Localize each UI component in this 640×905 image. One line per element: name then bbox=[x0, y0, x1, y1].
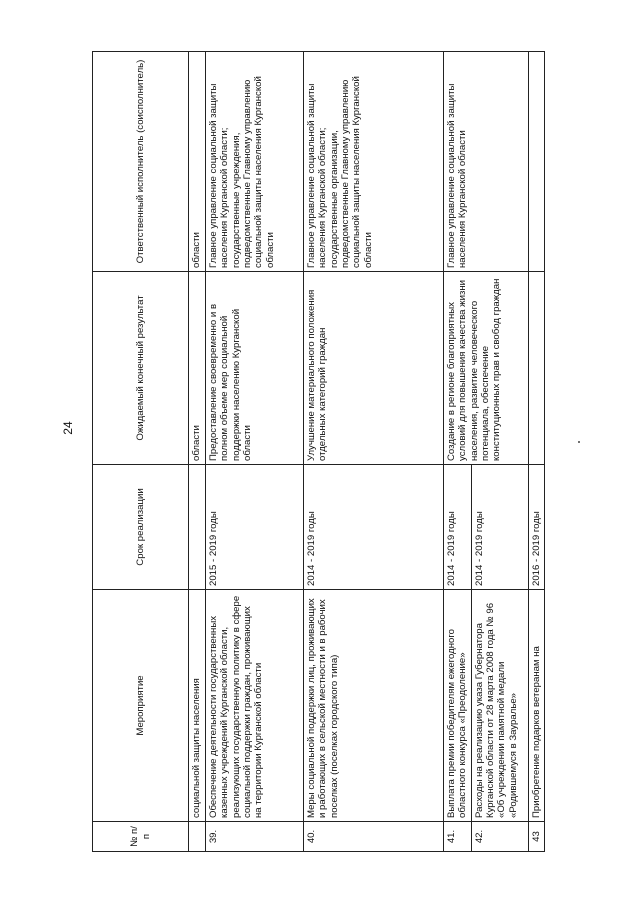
cell-num: 42. bbox=[471, 822, 528, 852]
cell-num: 41. bbox=[444, 822, 472, 852]
cell-responsible: Главное управление социальной защиты населения Курганской области bbox=[444, 52, 529, 272]
cell-result: Предоставление своевременно и в полном объеме мер социальной поддержки населению Курганской области bbox=[206, 272, 304, 465]
cell-term: 2016 - 2019 годы bbox=[528, 465, 544, 590]
cell-term: 2014 - 2019 годы bbox=[444, 465, 472, 590]
header-responsible: Ответственный исполнитель (соисполнитель) bbox=[93, 52, 189, 272]
cell-term: 2014 - 2019 годы bbox=[471, 465, 528, 590]
cell-activity: Приобретение подарков ветеранам на bbox=[528, 590, 544, 822]
header-num: № п/п bbox=[93, 822, 189, 852]
cell-responsible: Главное управление социальной защиты населения Курганской области; государственные учреждения, подведомственные Главному управлению социальной защиты населения Курганской области bbox=[206, 52, 304, 272]
cell-num: 39. bbox=[206, 822, 304, 852]
table-row bbox=[444, 52, 472, 852]
header-result: Ожидаемый конечный результат bbox=[93, 272, 189, 465]
page-number-text: 24 bbox=[61, 421, 75, 435]
rotated-table-page bbox=[92, 52, 542, 852]
table-row bbox=[528, 52, 544, 852]
header-activity: Мероприятие bbox=[93, 590, 189, 822]
cell-responsible bbox=[528, 52, 544, 272]
table-row bbox=[304, 52, 444, 852]
table-header-row bbox=[93, 52, 189, 852]
table-row-continuation bbox=[189, 52, 206, 852]
cell-result: Создание в регионе благоприятных условий для повышения качества жизни населения, развитие человеческого потенциала, обеспечение конституционных прав и свобод граждан bbox=[444, 272, 529, 465]
cell-term: 2014 - 2019 годы bbox=[304, 465, 444, 590]
cell-num: 43 bbox=[528, 822, 544, 852]
cell-responsible: области bbox=[189, 52, 206, 272]
cell-num bbox=[189, 822, 206, 852]
cell-result: области bbox=[189, 272, 206, 465]
cell-activity: Выплата премии победителям ежегодного областного конкурса «Преодоление» bbox=[444, 590, 472, 822]
cell-term: 2015 - 2019 годы bbox=[206, 465, 304, 590]
program-activities-table bbox=[92, 51, 545, 852]
cell-activity: Расходы на реализацию указа Губернатора Курганской области от 28 марта 2008 года № 96 «Об учреждении памятной медали «Родившемуся в Зауралье» bbox=[471, 590, 528, 822]
header-term: Срок реализации bbox=[93, 465, 189, 590]
cell-result bbox=[528, 272, 544, 465]
cell-activity: Обеспечение деятельности государственных казенных учреждений Курганской области, реализующих государственную политику в сфере социальной поддержки граждан, проживающих на территории Курганской области bbox=[206, 590, 304, 822]
cell-num: 40. bbox=[304, 822, 444, 852]
scan-speck bbox=[578, 441, 580, 443]
cell-result: Улучшение материального положения отдельных категорий граждан bbox=[304, 272, 444, 465]
cell-activity: социальной защиты населения bbox=[189, 590, 206, 822]
cell-responsible: Главное управление социальной защиты населения Курганской области; государственные организации, подведомственные Главному управлению социальной защиты населения Курганской области bbox=[304, 52, 444, 272]
cell-term bbox=[189, 465, 206, 590]
cell-activity: Меры социальной поддержки лиц, проживающих и работающих в сельской местности и в рабочих поселках (поселках городского типа) bbox=[304, 590, 444, 822]
table-row bbox=[206, 52, 304, 852]
